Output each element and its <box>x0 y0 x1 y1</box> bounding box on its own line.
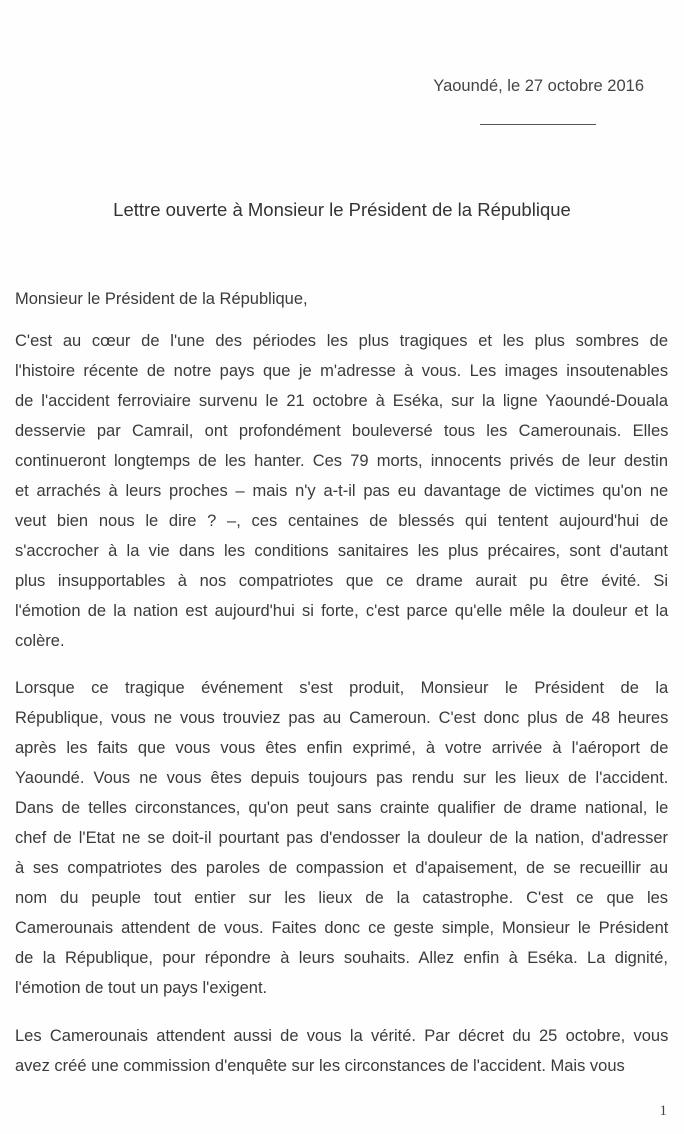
salutation: Monsieur le Président de la République, <box>15 290 308 308</box>
letter-title: Lettre ouverte à Monsieur le Président de la République <box>113 199 571 220</box>
text-line: plus insupportables à nos compatriotes que ce drame aurait pu être évité. Si <box>15 572 668 590</box>
text-line: l'émotion de tout un pays l'exigent. <box>15 979 268 997</box>
paragraph-2 <box>15 673 668 1003</box>
text-line: l'histoire récente de notre pays que je m'adresse à vous. Les images insoutenables <box>15 362 669 380</box>
text-line: Lorsque ce tragique événement s'est produit, Monsieur le Président de la <box>15 679 669 697</box>
text-line: l'émotion de la nation est aujourd'hui si forte, c'est parce qu'elle mêle la douleur et la <box>15 602 669 620</box>
text-line: à ses compatriotes des paroles de compassion et d'apaisement, de se recueillir au <box>15 859 668 877</box>
text-line: Dans de telles circonstances, qu'on peut sans crainte qualifier de drame national, le <box>15 799 669 817</box>
text-line: chef de l'Etat ne se doit-il pourtant pas d'endosser la douleur de la nation, d'adresser <box>15 829 668 847</box>
text-line: nom du peuple tout entier sur les lieux de la catastrophe. C'est ce que les <box>15 889 669 907</box>
paragraph-1 <box>15 326 668 656</box>
text-line: Camerounais attendent de vous. Faites donc ce geste simple, Monsieur le Président <box>15 919 669 937</box>
text-line: veut bien nous le dire ? –, ces centaines de blessés qui tentent aujourd'hui de <box>15 512 669 530</box>
text-line: Yaoundé. Vous ne vous êtes depuis toujours pas rendu sur les lieux de l'accident. <box>15 769 669 787</box>
text-line: de l'accident ferroviaire survenu le 21 octobre à Eséka, sur la ligne Yaoundé-Douala <box>15 392 668 410</box>
text-line: République, vous ne vous trouviez pas au Cameroun. C'est donc plus de 48 heures <box>15 709 669 727</box>
text-line: C'est au cœur de l'une des périodes les plus tragiques et les plus sombres de <box>15 332 668 350</box>
paragraph-3 <box>15 1021 668 1081</box>
page-number: 1 <box>659 1103 667 1119</box>
text-line: après les faits que vous vous êtes enfin exprimé, à votre arrivée à l'aéroport de <box>15 739 669 757</box>
text-line: et arrachés à leurs proches – mais n'y a-t-il pas eu davantage de victimes qu'on ne <box>15 482 669 500</box>
text-line: desservie par Camrail, ont profondément bouleversé tous les Camerounais. Elles <box>15 422 669 440</box>
text-line: continueront longtemps de les hanter. Ces 79 morts, innocents privés de leur destin <box>15 452 668 470</box>
text-line: de la République, pour répondre à leurs souhaits. Allez enfin à Eséka. La dignité, <box>15 949 668 967</box>
text-line: Les Camerounais attendent aussi de vous la vérité. Par décret du 25 octobre, vous <box>15 1027 669 1045</box>
text-line: avez créé une commission d'enquête sur les circonstances de l'accident. Mais vous <box>15 1057 625 1075</box>
date-line: Yaoundé, le 27 octobre 2016 <box>433 77 644 95</box>
text-line: colère. <box>15 632 65 650</box>
text-line: s'accrocher à la vie dans les conditions sanitaires les plus précaires, sont d'autant <box>15 542 668 560</box>
date-underline-rule <box>480 124 596 125</box>
